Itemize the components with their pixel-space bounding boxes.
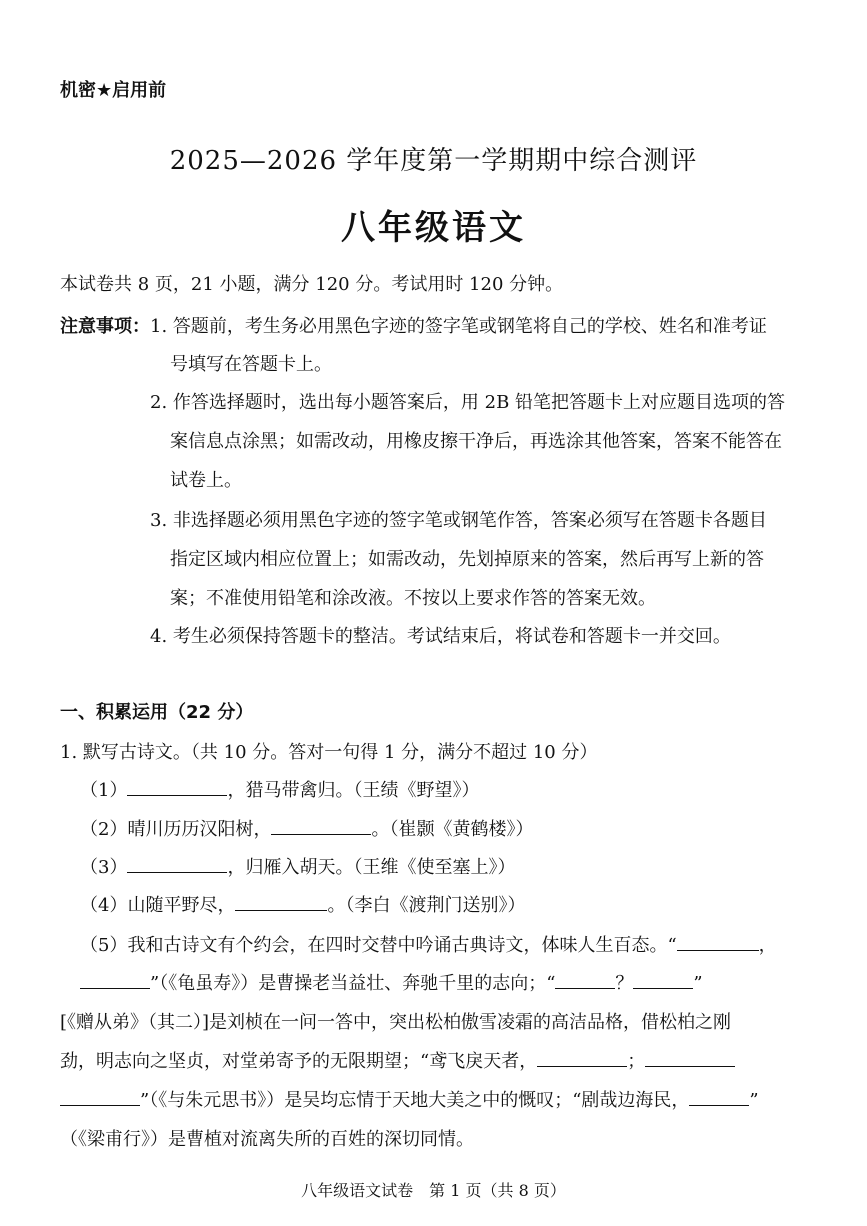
answer-blank[interactable] [645,1050,735,1067]
recitation-item-4 [80,891,525,917]
item-text: ” [693,973,703,994]
item-text: ” [749,1090,759,1111]
note-line: 3. 非选择题必须用黑色字迹的签字笔或钢笔作答，答案必须写在答题卡各题目 [150,510,767,531]
answer-blank[interactable] [127,856,227,873]
answer-blank[interactable] [633,972,693,989]
subject-title: 八年级语文 [341,208,526,248]
note-line: 案；不准使用铅笔和涂改液。不按以上要求作答的答案无效。 [170,588,656,609]
note-line: 1. 答题前，考生务必用黑色字迹的签字笔或钢笔将自己的学校、姓名和准考证 [150,316,767,337]
answer-blank[interactable] [60,1089,140,1106]
note-line: 4. 考生必须保持答题卡的整洁。考试结束后，将试卷和答题卡一并交回。 [150,626,731,647]
item-label: （1） [80,780,128,801]
item-text: ”（《与朱元思书》）是吴均忘情于天地大美之中的慨叹；“剧哉边海民， [140,1090,690,1111]
note-line: 号填写在答题卡上。 [170,354,332,375]
recitation-item-1 [80,776,479,802]
section-heading: 一、积累运用（22 分） [60,702,254,723]
item-text: ， [758,935,777,956]
note-line: 试卷上。 [170,470,242,491]
answer-blank[interactable] [677,934,759,951]
exam-title: 2025—2026 学年度第一学期期中综合测评 [169,146,698,176]
note-line: 指定区域内相应位置上；如需改动，先划掉原来的答案，然后再写上新的答 [170,549,764,570]
recitation-item-5-line-3: [《赠从弟》（其二）]是刘桢在一问一答中，突出松柏傲雪凌霜的高洁品格，借松柏之刚 [60,1012,732,1033]
item-text: （2）晴川历历汉阳树， [80,819,272,840]
answer-blank[interactable] [689,1089,749,1106]
recitation-item-3 [80,853,515,879]
recitation-item-5-line-5 [60,1086,759,1112]
confidential-mark: 机密★启用前 [60,80,167,101]
page-footer: 八年级语文试卷 第 1 页（共 8 页） [301,1181,566,1200]
exam-intro: 本试卷共 8 页，21 小题，满分 120 分。考试用时 120 分钟。 [60,274,564,295]
item-text: ，归雁入胡天。（王维《使至塞上》） [227,857,516,878]
recitation-item-5-line-4 [60,1047,735,1073]
item-label: （3） [80,857,128,878]
recitation-item-5-line-6: （《梁甫行》）是曹植对流离失所的百姓的深切同情。 [60,1129,474,1150]
note-line: 2. 作答选择题时，选出每小题答案后，用 2B 铅笔把答题卡上对应题目选项的答 [150,392,786,413]
item-text: （4）山随平野尽， [80,895,236,916]
item-text: ，猎马带禽归。（王绩《野望》） [227,780,480,801]
note-line: 案信息点涂黑；如需改动，用橡皮擦干净后，再选涂其他答案，答案不能答在 [170,431,782,452]
recitation-item-5-line-2 [80,969,703,995]
answer-blank[interactable] [555,972,615,989]
item-text: （5）我和古诗文有个约会，在四时交替中吟诵古典诗文，体味人生百态。“ [80,935,677,956]
item-text: 劲，明志向之坚贞，对堂弟寄予的无限期望；“鸢飞戾天者， [60,1051,538,1072]
recitation-item-5 [80,931,777,957]
answer-blank[interactable] [537,1050,627,1067]
recitation-item-2 [80,815,533,841]
item-text: ； [627,1051,646,1072]
item-text: ？ [615,973,634,994]
item-text: 。（李白《渡荆门送别》） [327,895,526,916]
question-1: 1. 默写古诗文。（共 10 分。答对一句得 1 分，满分不超过 10 分） [60,742,598,763]
answer-blank[interactable] [127,779,227,796]
notes-label: 注意事项： [60,316,150,337]
answer-blank[interactable] [80,972,150,989]
answer-blank[interactable] [271,818,371,835]
item-text: ”（《龟虽寿》）是曹操老当益壮、奔驰千里的志向；“ [150,973,556,994]
item-text: 。（崔颢《黄鹤楼》） [371,819,534,840]
answer-blank[interactable] [235,894,327,911]
